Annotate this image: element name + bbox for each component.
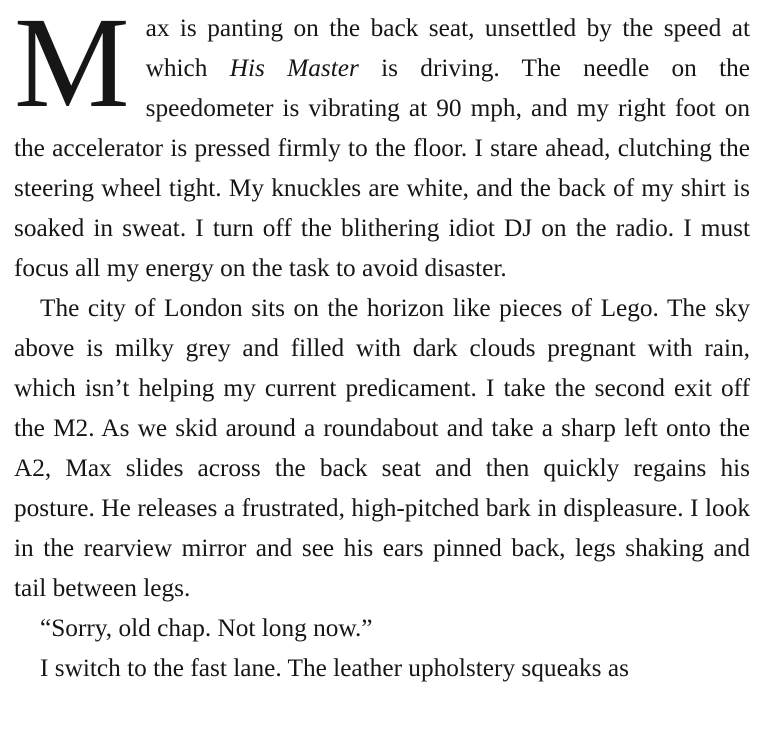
paragraph-1-italic-phrase: His Master — [229, 54, 359, 82]
paragraph-1 — [14, 0, 750, 288]
book-page — [14, 0, 750, 688]
paragraph-2: The city of London sits on the horizon like pieces of Lego. The sky above is milky grey and filled with dark clouds pregnant with rain, which isn’t helping my current predicament. I take the second exit off the M2. As we skid around a roundabout and take a sharp left onto the A2, Max slides across the back seat and then quickly regains his posture. He releases a frustrated, high-pitched bark in displeasure. I look in the rearview mirror and see his ears pinned back, legs shaking and tail between legs. — [14, 294, 750, 602]
paragraph-3-dialogue: “Sorry, old chap. Not long now.” — [40, 614, 373, 642]
paragraph-1-text-end: is driving. The needle on the speedometer is vibrating at 90 mph, and my right foot on the accelerator is pressed firmly to the floor. I stare ahead, clutching the steering wheel tight. My knuckles are white, and the back of my shirt is soaked in sweat. I turn off the blithering idiot DJ on the radio. I must focus all my energy on the task to avoid disaster. — [14, 54, 750, 282]
drop-cap-letter: M — [14, 0, 130, 135]
paragraph-1-text-start: ax is panting on the back seat, unsettled by the speed at which — [145, 14, 750, 82]
paragraph-4: I switch to the fast lane. The leather upholstery squeaks as — [40, 654, 629, 682]
